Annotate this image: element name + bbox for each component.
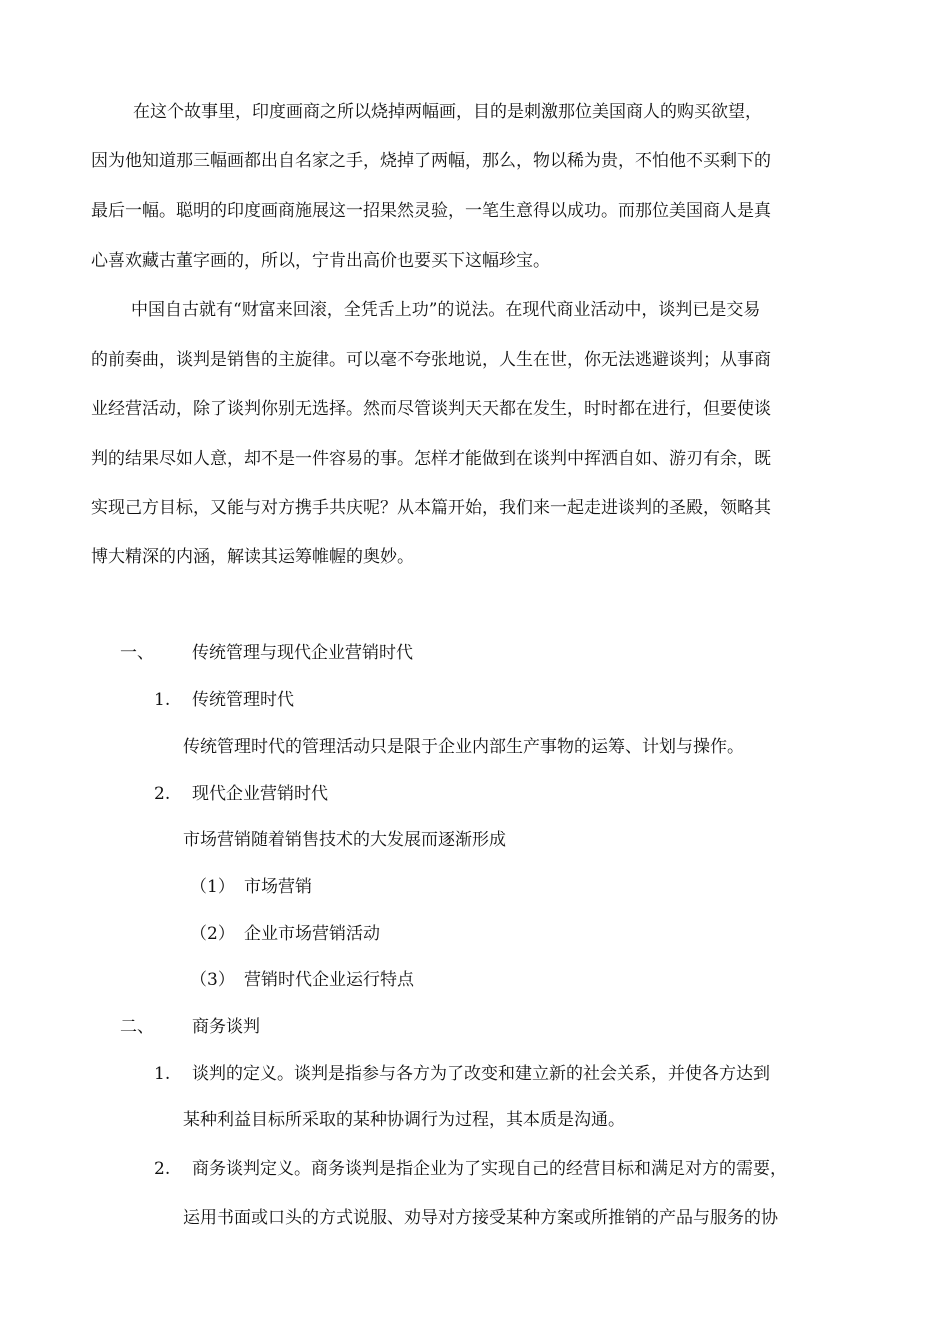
sub-item-3-number: （3）: [190, 970, 235, 990]
section-1-number: 一、: [120, 643, 154, 663]
paragraph-2-line-1: 中国自古就有“财富来回滚，全凭舌上功”的说法。在现代商业活动中，谈判已是交易: [131, 300, 761, 320]
paragraph-2-line-4: 判的结果尽如人意，却不是一件容易的事。怎样才能做到在谈判中挥洒自如、游刃有余，既: [91, 449, 771, 469]
paragraph-2-line-3: 业经营活动，除了谈判你别无选择。然而尽管谈判天天都在发生，时时都在进行，但要使谈: [91, 399, 771, 419]
paragraph-2-line-2: 的前奏曲，谈判是销售的主旋律。可以毫不夸张地说，人生在世，你无法逃避谈判；从事商: [91, 350, 771, 370]
section-1-heading: 传统管理与现代企业营销时代: [192, 643, 413, 663]
section-1-item-2-text: 市场营销随着销售技术的大发展而逐渐形成: [183, 830, 506, 850]
paragraph-1-line-3: 最后一幅。聪明的印度画商施展这一招果然灵验，一笔生意得以成功。而那位美国商人是真: [91, 201, 771, 221]
sub-item-1-label: 市场营销: [244, 877, 312, 897]
sub-item-2-label: 企业市场营销活动: [244, 924, 380, 944]
section-1-item-1-number: 1.: [154, 690, 171, 710]
paragraph-1-line-2: 因为他知道那三幅画都出自名家之手，烧掉了两幅，那么，物以稀为贵，不怕他不买剩下的: [91, 151, 771, 171]
section-2-item-1-line-1: 谈判的定义。谈判是指参与各方为了改变和建立新的社会关系，并使各方达到: [192, 1064, 770, 1084]
section-1-item-1-title: 传统管理时代: [192, 690, 294, 710]
paragraph-2-line-6: 博大精深的内涵，解读其运筹帷幄的奥妙。: [91, 547, 414, 567]
section-2-number: 二、: [120, 1017, 154, 1037]
section-1-item-1-text: 传统管理时代的管理活动只是限于企业内部生产事物的运筹、计划与操作。: [183, 737, 744, 757]
sub-item-1-number: （1）: [190, 877, 235, 897]
section-2-item-1-number: 1.: [154, 1064, 171, 1084]
section-1-item-2-title: 现代企业营销时代: [192, 784, 328, 804]
section-2-heading: 商务谈判: [192, 1017, 260, 1037]
section-2-item-2-number: 2.: [154, 1159, 171, 1179]
section-2-item-1-line-2: 某种利益目标所采取的某种协调行为过程，其本质是沟通。: [183, 1110, 625, 1130]
section-2-item-2-line-2: 运用书面或口头的方式说服、劝导对方接受某种方案或所推销的产品与服务的协: [183, 1208, 778, 1228]
sub-item-3-label: 营销时代企业运行特点: [244, 970, 414, 990]
paragraph-2-line-5: 实现己方目标，又能与对方携手共庆呢？从本篇开始，我们来一起走进谈判的圣殿，领略其: [91, 498, 771, 518]
paragraph-1-line-4: 心喜欢藏古董字画的，所以，宁肯出高价也要买下这幅珍宝。: [91, 251, 550, 271]
sub-item-2-number: （2）: [190, 924, 235, 944]
paragraph-1-line-1: 在这个故事里，印度画商之所以烧掉两幅画，目的是刺激那位美国商人的购买欲望，: [133, 102, 762, 122]
section-2-item-2-line-1: 商务谈判定义。商务谈判是指企业为了实现自己的经营目标和满足对方的需要，: [192, 1159, 787, 1179]
section-1-item-2-number: 2.: [154, 784, 171, 804]
